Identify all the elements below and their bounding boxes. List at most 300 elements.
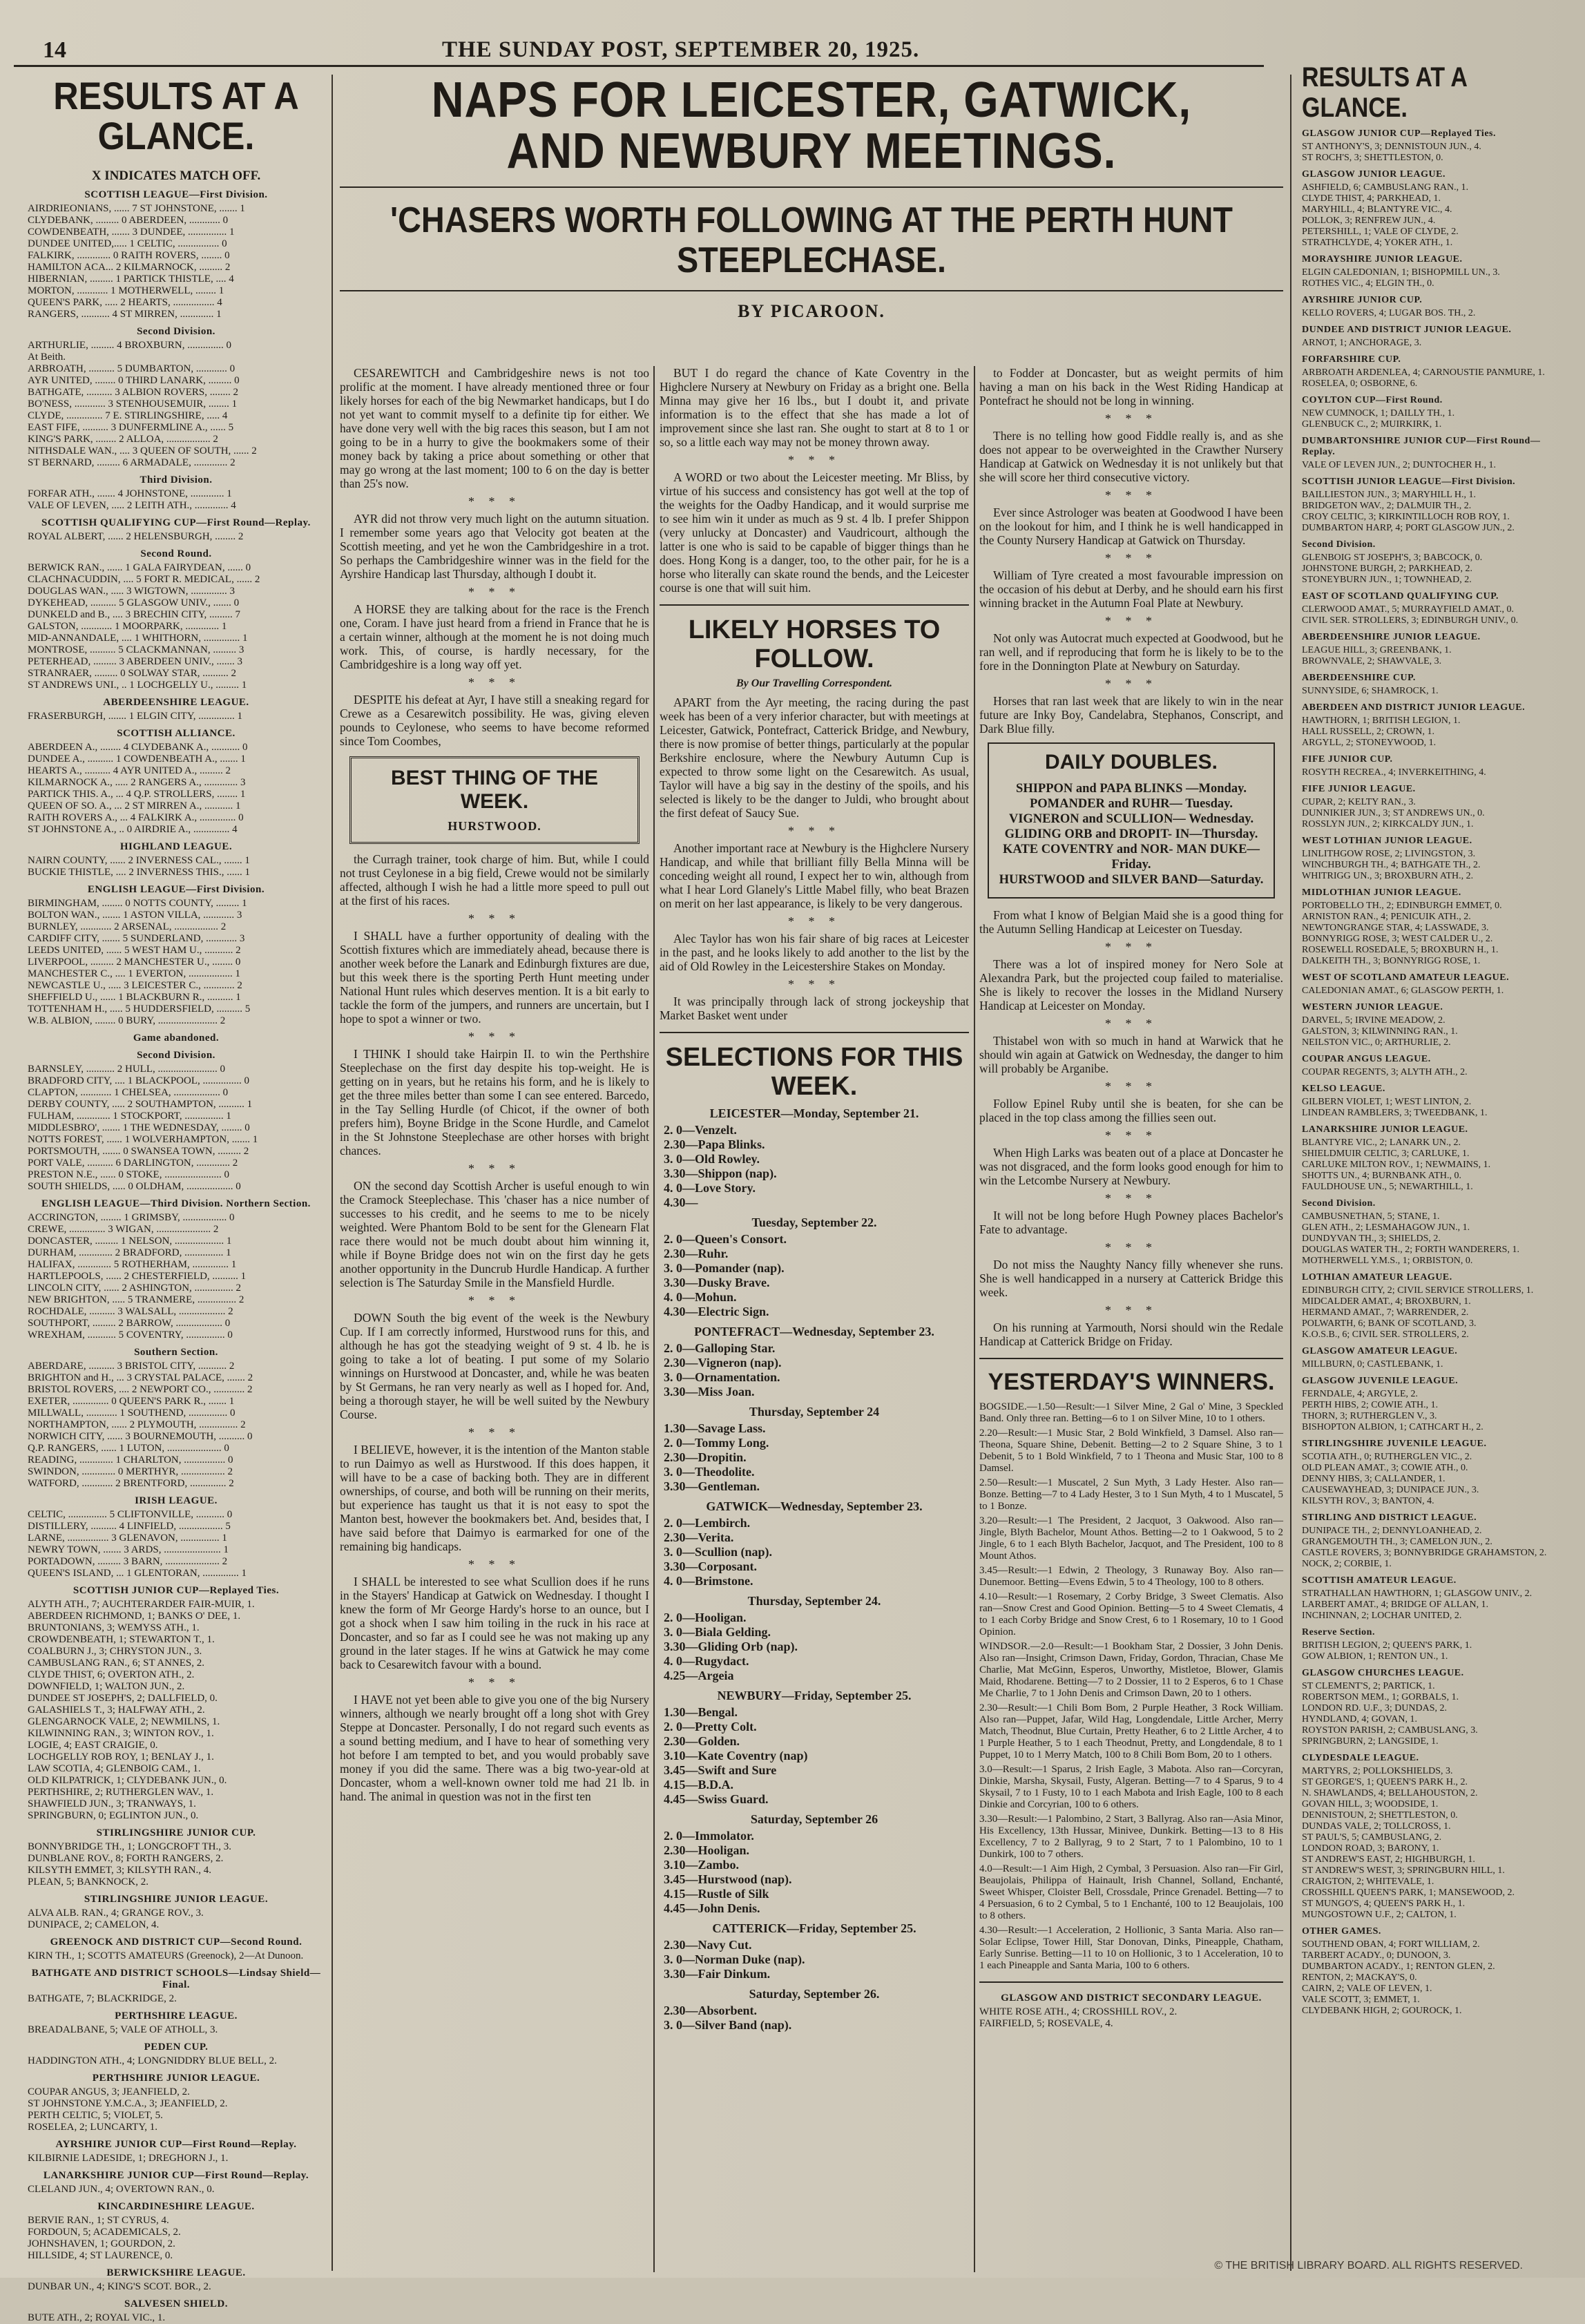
result-row: PRESTON N.E., ...... 0 STOKE, ...................... 0 [28, 1169, 229, 1180]
result-row: VALE OF LEVEN, ..... 2 LEITH ATH., ............. 4 [28, 500, 236, 511]
paragraph: I BELIEVE, however, it is the intention of the Manton stable to run Daimyo as well as Hurstwood. If this does happen, it will have to be a case of backing both. They are in different ownerships, of course, and both will be running on their merits, but experience has taught us that it is not easy to spot the Manton best, however the bookmakers bet. And, besides that, I have said before that Daimyo is earmarked for one of the remaining big handicaps. [340, 1443, 649, 1553]
paragraph: APART from the Ayr meeting, the racing during the past week has been of a very inferior character, but with meetings at Leicester, Gatwick, Pontefract, Catterick Bridge, and Newbury, there is now promise of better things, particularly at the popular Berkshire enclosure, where the Newbury Autumn Cup is expected to throw some light on the Cesarewitch. As usual, Taylor will have a big say in the destiny of the spoils, and his selected is likely to be the danger to Juldi, who brought about the first defeat of Saucy Sue. [660, 695, 969, 820]
result-row: DOWNFIELD, 1; WALTON JUN., 2. [28, 1681, 185, 1692]
result-row: SHAWFIELD JUN., 3; TRANWAYS, 1. [28, 1798, 196, 1809]
league-name: WEST LOTHIAN JUNIOR LEAGUE. [1302, 836, 1472, 846]
winners-paragraph: WINDSOR.—2.0—Result:—1 Bookham Star, 2 Dossier, 3 John Denis. Also ran—Insight, Crimson Dawn, Friday, Gordon, Thracian, Chase Me Charlie, Mat McGinn, Esperos, Unworthy, Mistletoe, Blower, Glamis Maid, Rhodarene. Betting—7 to 2 Dossier, 11 to 2 Esperos, 6 to 1 Chase Me Charlie, 7 to 1 John Denis and Crimson Dawn, 20 to 1 others. [979, 1641, 1283, 1699]
results-list-right [1302, 128, 1550, 2017]
result-row: Q.P. RANGERS, ...... 1 LUTON, ..................... 0 [28, 1443, 229, 1454]
main-headline-block [340, 75, 1283, 332]
result-row: ST ANDREW'S WEST, 3; SPRINGBURN HILL, 1. [1302, 1865, 1505, 1876]
result-row: MILLBURN, 0; CASTLEBANK, 1. [1302, 1359, 1443, 1370]
result-row: K.O.S.B., 6; CIVIL SER. STROLLERS, 2. [1302, 1329, 1469, 1340]
result-row: CLACHNACUDDIN, .... 5 FORT R. MEDICAL, ...... 2 [28, 574, 260, 585]
result-row: ABERDEEN RICHMOND, 1; BANKS O' DEE, 1. [28, 1611, 241, 1622]
league-name: ABERDEENSHIRE LEAGUE. [103, 697, 249, 708]
result-row: DUMBARTON ACADY., 1; RENTON GLEN, 2. [1302, 1961, 1495, 1972]
selection-row: 2.30—Navy Cut. [664, 1938, 752, 1952]
likely-horses-head: LIKELY HORSES TO FOLLOW. [688, 615, 941, 673]
selection-row: 2.30—Absorbent. [664, 2004, 758, 2017]
result-row: ACCRINGTON, ........ 1 GRIMSBY, ................. 0 [28, 1212, 235, 1223]
result-row: CRAIGTON, 2; WHITEVALE, 1. [1302, 1876, 1434, 1887]
selection-row: 2.30—Dropitin. [664, 1450, 747, 1464]
result-row: GILBERN VIOLET, 1; WEST LINTON, 2. [1302, 1097, 1472, 1107]
result-row: DALKEITH TH., 3; BONNYRIGG ROSE, 1. [1302, 956, 1481, 966]
result-row: GALSTON, ............ 1 MOORPARK, ............. 1 [28, 621, 227, 632]
result-row: CLYDE THIST, 6; OVERTON ATH., 2. [28, 1669, 195, 1680]
result-row: BERVIE RAN., 1; ST CYRUS, 4. [28, 2215, 169, 2226]
article-column-1 [340, 366, 649, 2272]
result-row: DUNDYVAN TH., 3; SHIELDS, 2. [1302, 1233, 1441, 1244]
result-row: DUNDEE A., .......... 1 COWDENBEATH A., ....... 1 [28, 753, 246, 765]
result-row: BUTE ATH., 2; ROYAL VIC., 1. [28, 2312, 166, 2323]
article-text [660, 366, 969, 595]
paragraph: I HAVE not yet been able to give you one of the big Nursery winners, although we nearly brought off a long shot with Grey Steppe at Doncaster. Personally, I do not regard such events as a sound betting medium, and I have to hear of something very hot before I am tempted to bet, and you would probably save money if you did the same. There was a big two-year-old at Doncaster, whom a well-known owner told me had 21 lb. in hand. The animal in question was not in the first ten [340, 1693, 649, 1803]
result-row: KELLO ROVERS, 4; LUGAR BOS. TH., 2. [1302, 308, 1476, 318]
result-row: DENNY HIBS, 3; CALLANDER, 1. [1302, 1474, 1445, 1484]
selection-row: 4.30— [664, 1195, 698, 1209]
result-row: CARDIFF CITY, ....... 5 SUNDERLAND, ............ 3 [28, 933, 245, 944]
league-name: LANARKSHIRE JUNIOR CUP—First Round—Replay. [43, 2170, 309, 2181]
likely-text [660, 695, 969, 1022]
result-row: ARNISTON RAN., 4; PENICUIK ATH., 2. [1302, 912, 1471, 922]
result-row: ARTHURLIE, ......... 4 BROXBURN, .............. 0 [28, 340, 231, 351]
column-rule [332, 75, 333, 2271]
league-name: COYLTON CUP—First Round. [1302, 395, 1443, 405]
winners-paragraph: 3.30—Result:—1 Palombino, 2 Start, 3 Ballyrag. Also ran—Asia Minor, His Excellency, 13th Hussar, Minivee, Dunkirk. Betting—13 to 8 His Excellency, 7 to 2 Ballyrag, 9 to 2 Start, 7 to 1 Palombino, 10 to 1 Dunkirk, 100 to 7 others. [979, 1814, 1283, 1860]
results-title-right: RESULTS AT A GLANCE. [1302, 62, 1467, 123]
result-row: RENTON, 2; MACKAY'S, 0. [1302, 1972, 1417, 1983]
selection-row: 3.45—Swift and Sure [664, 1763, 777, 1777]
result-row: DUNKELD and B., .... 3 BRECHIN CITY, ......... 7 [28, 609, 241, 620]
section-stars: * * * [788, 977, 840, 991]
selection-day: Saturday, September 26 [750, 1812, 878, 1826]
selection-row: 4.45—Swiss Guard. [664, 1792, 769, 1806]
result-row: BURNLEY, ............ 2 ARSENAL, ................. 2 [28, 921, 227, 932]
selection-row: 3. 0—Silver Band (nap). [664, 2018, 792, 2032]
daily-double-line: VIGNERON and SCULLION— Wednesday. [1008, 812, 1254, 826]
result-row: GALSTON, 3; KILWINNING RAN., 1. [1302, 1026, 1458, 1037]
result-row: KILSYTH ROV., 3; BANTON, 4. [1302, 1496, 1434, 1506]
winners-paragraph: 3.0—Result:—1 Sparus, 2 Irish Eagle, 3 Mabota. Also ran—Corcyran, Dinkie, Marsha, Skysail, Fusty, Algeran. Betting—7 to 4 Sparus, 9 to 4 Skysail, 7 to 1 Fusty, 10 to 1 each Mabota and Irish Eagle, 100 to 8 each Dinkie and Corcyrian, 100 to 6 others. [979, 1764, 1283, 1810]
result-row: RAITH ROVERS A., ... 4 FALKIRK A., .............. 0 [28, 812, 244, 823]
likely-byline: By Our Travelling Correspondent. [736, 678, 893, 689]
result-row: BARNSLEY, ........... 2 HULL, ....................... 0 [28, 1064, 225, 1075]
result-row: NEWRY TOWN, ....... 3 ARDS, ...................... 1 [28, 1544, 229, 1555]
divider [340, 186, 1283, 188]
result-row: ARBROATH, .......... 5 DUMBARTON, ............ 0 [28, 363, 236, 374]
section-stars: * * * [1105, 1191, 1157, 1205]
league-name: BERWICKSHIRE LEAGUE. [106, 2267, 246, 2278]
yesterdays-winners-list [979, 1401, 1283, 1972]
paragraph: AYR did not throw very much light on the autumn situation. I remember some years ago that Velocity got beaten at the Scottish meeting, and yet he won the Cambridgeshire in a trot. So perhaps the Cambridgeshire winner was in the field for the Ayrshire Handicap last Thursday, although I doubt it. [340, 512, 649, 581]
article-text [979, 366, 1283, 736]
league-name: KINCARDINESHIRE LEAGUE. [97, 2201, 255, 2212]
result-row: DISTILLERY, .......... 4 LINFIELD, ................. 5 [28, 1521, 231, 1532]
daily-doubles-title: DAILY DOUBLES. [1044, 751, 1218, 774]
winners-paragraph: 4.30—Result:—1 Acceleration, 2 Hollionic, 3 Santa Maria. Also ran—Solar Eclipse, Tower Hill, Star Donovan, Dinks, Pineapple, Chatham, Early Sunrise. Betting—11 to 10 on Hollionic, 3 to 1 Acceleration, 10 to 1 each Pineapple and Santa Maria, 100 to 6 others. [979, 1925, 1283, 1971]
daily-double-line: POMANDER and RUHR— Tuesday. [1029, 797, 1233, 811]
result-row: HALL RUSSELL, 2; CROWN, 1. [1302, 727, 1434, 737]
league-name: SCOTTISH QUALIFYING CUP—First Round—Replay. [41, 517, 311, 528]
result-row: VALE OF LEVEN JUN., 2; DUNTOCHER H., 1. [1302, 460, 1497, 470]
result-row: MIDCALDER AMAT., 4; BROXBURN, 1. [1302, 1296, 1471, 1307]
article-column-2 [660, 366, 969, 2272]
result-row: SHOTTS UN., 4; BURNBANK ATH., 0. [1302, 1171, 1462, 1181]
result-row: HAMILTON ACA... 2 KILMARNOCK, ......... 2 [28, 262, 231, 273]
section-stars: * * * [468, 1675, 521, 1689]
paragraph: From what I know of Belgian Maid she is a good thing for the Autumn Selling Handicap at Leicester on Tuesday. [979, 908, 1283, 936]
league-name: WEST OF SCOTLAND AMATEUR LEAGUE. [1302, 972, 1510, 983]
copyright-notice: © THE BRITISH LIBRARY BOARD. ALL RIGHTS RESERVED. [1214, 2260, 1523, 2272]
result-row: BRISTOL ROVERS, .... 2 NEWPORT CO., ............ 2 [28, 1384, 253, 1395]
result-row: AIRDRIEONIANS, ...... 7 ST JOHNSTONE, ....... 1 [28, 203, 245, 214]
section-stars: * * * [468, 585, 521, 599]
result-row: LINDEAN RAMBLERS, 3; TWEEDBANK, 1. [1302, 1108, 1488, 1118]
selection-day: GATWICK—Wednesday, September 23. [706, 1499, 923, 1513]
result-row: DONCASTER, ......... 1 NELSON, ................... 1 [28, 1236, 232, 1247]
selection-row: 4.30—Electric Sign. [664, 1305, 769, 1318]
result-row: WATFORD, ............ 2 BRENTFORD, .............. 2 [28, 1478, 234, 1489]
result-row: LARNE, ................ 3 GLENAVON, ............... 1 [28, 1533, 227, 1544]
result-row: PORT VALE, .......... 6 DARLINGTON, ............. 2 [28, 1158, 238, 1169]
selection-row: 4. 0—Mohun. [664, 1290, 737, 1304]
league-name: SCOTTISH JUNIOR CUP—Replayed Ties. [73, 1585, 280, 1596]
result-row: THORN, 3; RUTHERGLEN V., 3. [1302, 1411, 1437, 1421]
result-row: LARBERT AMAT., 4; BRIDGE OF ALLAN, 1. [1302, 1600, 1489, 1610]
section-stars: * * * [1105, 1079, 1157, 1093]
league-name: GLASGOW AMATEUR LEAGUE. [1302, 1346, 1458, 1356]
selection-row: 3.30—Corposant. [664, 1559, 758, 1573]
divider [660, 604, 969, 606]
league-name: SCOTTISH ALLIANCE. [117, 728, 236, 739]
selection-row: 2. 0—Queen's Consort. [664, 1232, 787, 1246]
result-row: QUEEN'S ISLAND, ... 1 GLENTORAN, .............. 1 [28, 1568, 247, 1579]
result-row: ROSSLYN JUN., 2; KIRKCALDY JUN., 1. [1302, 819, 1474, 829]
result-row: RANGERS, ........... 4 ST MIRREN, ............. 1 [28, 309, 222, 320]
paragraph: Thistabel won with so much in hand at Warwick that he should win again at Gatwick on Wednesday, the danger to him will probably be Arganibe. [979, 1034, 1283, 1075]
result-row: COUPAR ANGUS, 3; JEANFIELD, 2. [28, 2086, 190, 2097]
result-row: BOLTON WAN., ....... 1 ASTON VILLA, ............ 3 [28, 910, 242, 921]
selection-row: 4. 0—Brimstone. [664, 1574, 753, 1588]
result-row: ROBERTSON MEM., 1; GORBALS, 1. [1302, 1692, 1459, 1702]
result-row: EDINBURGH CITY, 2; CIVIL SERVICE STROLLERS, 1. [1302, 1285, 1534, 1296]
result-row: WINCHBURGH TH., 4; BATHGATE TH., 2. [1302, 860, 1481, 870]
result-row: MILLWALL, ............ 1 SOUTHEND, ............... 0 [28, 1408, 236, 1419]
selection-row: 4. 0—Rugydact. [664, 1654, 749, 1668]
result-row: SPRINGBURN, 2; LANGSIDE, 1. [1302, 1736, 1439, 1747]
league-name: Southern Section. [134, 1347, 218, 1358]
result-row: DUNDEE ST JOSEPH'S, 2; DALLFIELD, 0. [28, 1693, 218, 1704]
selection-row: 3.30—Dusky Brave. [664, 1276, 770, 1289]
section-stars: * * * [1105, 940, 1157, 954]
result-row: BONNYRIGG ROSE, 3; WEST CALDER U., 2. [1302, 934, 1493, 944]
result-row: KILBIRNIE LADESIDE, 1; DREGHORN J., 1. [28, 2153, 229, 2164]
result-row: DUNNIKIER JUN., 3; ST ANDREWS UN., 0. [1302, 808, 1485, 818]
divider [979, 1358, 1283, 1359]
result-row: MARTYRS, 2; POLLOKSHIELDS, 3. [1302, 1766, 1453, 1776]
result-row: LINCOLN CITY, ...... 2 ASHINGTON, ............... 2 [28, 1283, 242, 1294]
result-row: CLYDEBANK HIGH, 2; GOUROCK, 1. [1302, 2006, 1462, 2016]
result-row: COALBURN J., 3; CHRYSTON JUN., 3. [28, 1646, 202, 1657]
league-name: GLASGOW JUNIOR CUP—Replayed Ties. [1302, 128, 1496, 139]
selection-day: Tuesday, September 22. [751, 1216, 877, 1229]
winners-paragraph: 3.20—Result:—1 The President, 2 Jacquot, 3 Oakwood. Also ran—Jingle, Blyth Bachelor, Mount Athos. Betting—2 to 1 Oakwood, 5 to 2 Jingle, 6 to 1 each Blyth Bachelor, Jacquot, and The President, 100 to 8 Mount Athos. [979, 1515, 1283, 1562]
paragraph: Horses that ran last week that are likely to win in the near future are Inky Boy, Candelabra, Stephanos, Conscript, and Dark Blue filly. [979, 694, 1283, 736]
paragraph: CESAREWITCH and Cambridgeshire news is not too prolific at the moment. I have already mentioned three or four likely horses for each of the big Newmarket handicaps, but I do not yet want to commit myself to a definite tip for either. We have done very well with the big races this season, but I am not going to be in a hurry to give the bookmakers some of their money back by taking a price about something or other that may go wrong at the last moment; 100 to 6 on the day is better than 25's now. [340, 366, 649, 490]
result-row: PLEAN, 5; BANKNOCK, 2. [28, 1876, 149, 1888]
result-row: DARVEL, 5; IRVINE MEADOW, 2. [1302, 1015, 1445, 1026]
selection-row: 2.30—Hooligan. [664, 1843, 750, 1857]
result-row: OLD KILPATRICK, 1; CLYDEBANK JUN., 0. [28, 1775, 227, 1786]
league-name: Second Round. [140, 548, 212, 559]
league-head: GLASGOW AND DISTRICT SECONDARY LEAGUE. [1001, 1992, 1262, 2004]
selection-row: 3.45—Hurstwood (nap). [664, 1872, 792, 1886]
result-row: FORFAR ATH., ....... 4 JOHNSTONE, ............. 1 [28, 488, 232, 499]
best-thing-box [349, 756, 640, 844]
divider [340, 290, 1283, 291]
result-row: ROTHES VIC., 4; ELGIN TH., 0. [1302, 278, 1434, 289]
league-name: DUNDEE AND DISTRICT JUNIOR LEAGUE. [1302, 325, 1512, 335]
result-row: ST ANDREWS UNI., .. 1 LOCHGELLY U., ......... 1 [28, 680, 247, 691]
selection-row: 3. 0—Pomander (nap). [664, 1261, 785, 1275]
selection-day: PONTEFRACT—Wednesday, September 23. [694, 1325, 934, 1338]
result-row: KILMARNOCK A., ..... 2 RANGERS A., ............. 3 [28, 777, 246, 788]
daily-doubles-box [988, 742, 1275, 899]
result-row: JOHNSHAVEN, 1; GOURDON, 2. [28, 2238, 175, 2249]
result-row: ST GEORGE'S, 1; QUEEN'S PARK H., 2. [1302, 1777, 1468, 1787]
result-row: LIVERPOOL, ......... 2 MANCHESTER U., ........ 0 [28, 957, 241, 968]
daily-double-line: SHIPPON and PAPA BLINKS —Monday. [1016, 782, 1247, 796]
result-row: FAULDHOUSE UN., 5; NEWARTHILL, 1. [1302, 1182, 1473, 1192]
result-row: NITHSDALE WAN., .... 3 QUEEN OF SOUTH, ...... 2 [28, 445, 257, 457]
result-row: CALEDONIAN AMAT., 6; GLASGOW PERTH, 1. [1302, 986, 1504, 996]
result-row: CROWDENBEATH, 1; STEWARTON T., 1. [28, 1634, 215, 1645]
league-name: GLASGOW JUVENILE LEAGUE. [1302, 1376, 1459, 1386]
result-row: BIRMINGHAM, ........ 0 NOTTS COUNTY, ......... 1 [28, 898, 247, 909]
result-row: GLENBOIG ST JOSEPH'S, 3; BABCOCK, 0. [1302, 553, 1483, 563]
result-row: ST ROCH'S, 3; SHETTLESTON, 0. [1302, 153, 1443, 163]
winners-paragraph: 2.30—Result:—1 Chili Bom Bom, 2 Purple Heather, 3 Rock William. Also ran—Puppet, Jafar, Wild Hag, Longdendale, Little Archer, Merry Match, Theodnut, Blue Curtain, Pretty Heather, 6 to 2 Little Archer, 4 to 1 Purple Heather, 5 to 1 each Theodnut, Pretty, and Longdendale, 8 to 1 Puppet, 10 to 1 Merry Match, 100 to 8 Chili Bom Bom, 20 to 1 others. [979, 1702, 1283, 1760]
section-stars: * * * [1105, 1303, 1157, 1317]
selection-row: 3. 0—Ornamentation. [664, 1370, 780, 1384]
result-row: ST JOHNSTONE A., .. 0 AIRDRIE A., .............. 4 [28, 824, 238, 835]
section-stars: * * * [468, 1557, 521, 1571]
result-row: DUNBLANE ROV., 8; FORTH RANGERS, 2. [28, 1853, 224, 1864]
result-row: MOTHERWELL Y.M.S., 1; ORBISTON, 0. [1302, 1256, 1473, 1266]
selections-list [660, 1106, 969, 2033]
selection-row: 4.15—Rustle of Silk [664, 1887, 769, 1901]
result-row: LONDON RD. U.F., 3; DUNDAS, 2. [1302, 1703, 1448, 1713]
result-row: FORDOUN, 5; ACADEMICALS, 2. [28, 2227, 181, 2238]
result-row: OLD PLEAN AMAT., 3; COWIE ATH., 0. [1302, 1463, 1468, 1473]
result-row: CUPAR, 2; KELTY RAN., 3. [1302, 797, 1416, 807]
league-name: OTHER GAMES. [1302, 1926, 1381, 1937]
league-name: ABERDEENSHIRE JUNIOR LEAGUE. [1302, 632, 1481, 642]
result-row: DUNDAS VALE, 2; TOLLCROSS, 1. [1302, 1821, 1451, 1832]
result-row: CELTIC, ............... 5 CLIFTONVILLE, ........... 0 [28, 1509, 233, 1520]
result-row: CLERWOOD AMAT., 5; MURRAYFIELD AMAT., 0. [1302, 604, 1514, 615]
selection-row: 2.30—Vigneron (nap). [664, 1356, 782, 1370]
result-row: DUNIPACE, 2; CAMELON, 4. [28, 1919, 160, 1930]
result-row: FAIRFIELD, 5; ROSEVALE, 4. [979, 2018, 1113, 2029]
result-row: CLYDE THIST, 4; PARKHEAD, 1. [1302, 193, 1441, 204]
section-stars: * * * [1105, 1017, 1157, 1030]
selection-row: 2. 0—Tommy Long. [664, 1436, 769, 1450]
selection-row: 4.25—Argeia [664, 1669, 734, 1682]
selection-day: Thursday, September 24. [747, 1594, 881, 1608]
league-name: MORAYSHIRE JUNIOR LEAGUE. [1302, 254, 1463, 265]
selection-row: 3.30—Shippon (nap). [664, 1166, 777, 1180]
results-column-right [1302, 62, 1550, 2272]
selection-day: Saturday, September 26. [749, 1987, 880, 2001]
result-row: ROYSTON PARISH, 2; CAMBUSLANG, 3. [1302, 1725, 1478, 1736]
result-row: SUNNYSIDE, 6; SHAMROCK, 1. [1302, 686, 1439, 696]
result-row: NORTHAMPTON, ...... 2 PLYMOUTH, ............... 2 [28, 1419, 246, 1430]
winners-paragraph: BOGSIDE.—1.50—Result:—1 Silver Mine, 2 Gal o' Mine, 3 Speckled Band. Only three ran. Betting—6 to 1 on Silver Mine, 10 to 1 others. [979, 1401, 1283, 1424]
selection-row: 2. 0—Venzelt. [664, 1123, 737, 1137]
result-row: MID-ANNANDALE, .... 1 WHITHORN, .............. 1 [28, 633, 248, 644]
selection-row: 3. 0—Scullion (nap). [664, 1545, 773, 1559]
result-row: CLYDEBANK, ......... 0 ABERDEEN, ............ 0 [28, 215, 229, 226]
league-name: GLASGOW JUNIOR LEAGUE. [1302, 169, 1445, 180]
result-row: BAILLIESTON JUN., 3; MARYHILL H., 1. [1302, 490, 1476, 500]
league-name: PEDEN CUP. [144, 2042, 209, 2053]
result-row: ST MUNGO'S, 4; QUEEN'S PARK H., 1. [1302, 1899, 1466, 1909]
selection-row: 2.30—Papa Blinks. [664, 1137, 765, 1151]
selection-row: 3. 0—Biala Gelding. [664, 1625, 771, 1639]
selection-row: 1.30—Savage Lass. [664, 1421, 766, 1435]
result-row: BRADFORD CITY, .... 1 BLACKPOOL, ............... 0 [28, 1075, 250, 1086]
result-row: CASTLE ROVERS, 3; BONNYBRIDGE GRAHAMSTON, 2. [1302, 1548, 1547, 1558]
paragraph: Follow Epinel Ruby until she is beaten, for she can be placed in the top class among the fillies seen out. [979, 1097, 1283, 1124]
result-row: JOHNSTONE BURGH, 2; PARKHEAD, 2. [1302, 564, 1472, 574]
winners-paragraph: 3.45—Result:—1 Edwin, 2 Theology, 3 Runaway Boy. Also ran—Dunemoor. Betting—Evens Edwin, 5 to 4 Theology, 100 to 8 others. [979, 1565, 1283, 1588]
winners-paragraph: 4.0—Result:—1 Aim High, 2 Cymbal, 3 Persuasion. Also ran—Fir Girl, Beaujolais, Philippa of Hainault, Irish Channel, Solland, Enchanté, Sweet Whisper, Cloister Bell, Crossdale, Prince Grenadel. Betting—7 to 4 Persuasion, 6 to 2 Cymbal, 5 to 1 Enchanté, 100 to 12 Beaujolais, 100 to 8 others. [979, 1863, 1283, 1921]
paragraph: Another important race at Newbury is the Highclere Nursery Handicap, and while that brilliant filly Bella Minna will be conceding weight all round, I expect her to win, although from what I hear Lord Glanely's Little Mabel filly, who beat Brazen on merit on her last appearance, is likely to be very dangerous. [660, 841, 969, 910]
article-text [340, 852, 649, 1803]
result-row: BONNYBRIDGE TH., 1; LONGCROFT TH., 3. [28, 1841, 232, 1852]
league-name: Reserve Section. [1302, 1627, 1375, 1638]
result-row: NORWICH CITY, ...... 3 BOURNEMOUTH, .......... 0 [28, 1431, 253, 1442]
result-row: STRATHALLAN HAWTHORN, 1; GLASGOW UNIV., 2. [1302, 1588, 1533, 1599]
result-row: STONEYBURN JUN., 1; TOWNHEAD, 2. [1302, 575, 1472, 585]
league-results [979, 2006, 1283, 2030]
league-name: KELSO LEAGUE. [1302, 1084, 1385, 1094]
league-name: Second Division. [137, 1050, 215, 1061]
result-row: BERWICK RAN., ...... 1 GALA FAIRYDEAN, ...... 0 [28, 562, 251, 573]
paragraph: I THINK I should take Hairpin II. to win the Perthshire Steeplechase on the first day despite his top-weight. He is getting on in years, but he retains his form, and he is likely to get the three miles better than some I can see entered. Barcedo, in the Tay Selling Hurdle (of Chicot, if the owner of both prefers him), Boyne Bridge in the Scone Hurdle, and Camelot in the St Johnstone Steeplechase are other horses with bright chances. [340, 1047, 649, 1158]
section-stars: * * * [1105, 412, 1157, 425]
selection-row: 2. 0—Galloping Star. [664, 1341, 776, 1355]
result-row: DOUGLAS WAN., ..... 3 WIGTOWN, .............. 3 [28, 586, 235, 597]
paragraph: A WORD or two about the Leicester meeting. Mr Bliss, by virtue of his success and consistency has got well at the top of the weights for the Oadby Handicap, and it would surprise me to see him win it under as much as 9 st. 4 lb. I prefer Shippon (very unlucky at Doncaster) and Vaudricourt, although the latter is one who is said to be capable of bigger things than he does. Hong Kong is a danger, too, to the other pair, for he is a horse who literally can skate round the bends, and the Leicester course is one that will suit him. [660, 470, 969, 595]
result-row: PETERHEAD, ......... 3 ABERDEEN UNIV., ....... 3 [28, 656, 242, 667]
results-title: RESULTS AT A GLANCE. [53, 74, 299, 157]
result-row: HYNDLAND, 4; GOVAN, 1. [1302, 1714, 1417, 1725]
column-rule [974, 366, 975, 2272]
daily-double-line: KATE COVENTRY and NOR- MAN DUKE—Friday. [1003, 843, 1260, 872]
section-stars: * * * [1105, 1129, 1157, 1142]
result-row: SHEFFIELD U., ...... 1 BLACKBURN R., .......... 1 [28, 992, 241, 1003]
league-name: MIDLOTHIAN JUNIOR LEAGUE. [1302, 887, 1461, 898]
result-row: DERBY COUNTY, ..... 2 SOUTHAMPTON, .......... 1 [28, 1099, 253, 1110]
paragraph: ON the second day Scottish Archer is useful enough to win the Cramock Steeplechase. This 'chaser has a nice number of successes to his credit, and he seems to me to be nicely weighted. Were Phantom Bold to be sent for the Glenearn Flat race there would not be much doubt about him winning it, while if Boyne Bridge does not win on the first day he gets another opportunity in the Duncrub Hurdle Handicap. A further selection is The Saturday Smile in the Mansfield Hurdle. [340, 1179, 649, 1289]
result-row: LAW SCOTIA, 4; GLENBOIG CAM., 1. [28, 1763, 201, 1774]
section-stars: * * * [468, 1162, 521, 1175]
result-row: PETERSHILL, 1; VALE OF CLYDE, 2. [1302, 227, 1459, 237]
result-row: NOCK, 2; CORBIE, 1. [1302, 1559, 1392, 1569]
result-row: EXETER, .............. 0 QUEEN'S PARK R., ....... 1 [28, 1396, 235, 1407]
result-row: POLWARTH, 6; BANK OF SCOTLAND, 3. [1302, 1318, 1477, 1329]
result-row: SOUTHPORT, ......... 2 BARROW, .................. 0 [28, 1318, 231, 1329]
result-row: BATHGATE, .......... 3 ALBION ROVERS, ........ 2 [28, 387, 239, 398]
result-row: POLLOK, 3; RENFREW JUN., 4. [1302, 215, 1436, 226]
selections-head: SELECTIONS FOR THIS WEEK. [665, 1043, 963, 1101]
result-row: MIDDLESBRO', ....... 1 THE WEDNESDAY, ........ 0 [28, 1122, 250, 1133]
section-stars: * * * [1105, 614, 1157, 628]
result-row: CIVIL SER. STROLLERS, 3; EDINBURGH UNIV., 0. [1302, 615, 1519, 626]
paragraph: When High Larks was beaten out of a place at Doncaster he was not disgraced, and the form looks good enough for him to win the Letcombe Nursery at Newbury. [979, 1146, 1283, 1187]
result-row: LONDON ROAD, 3; BARONY, 1. [1302, 1843, 1439, 1854]
result-row: HILLSIDE, 4; ST LAURENCE, 0. [28, 2250, 173, 2261]
section-stars: * * * [468, 1030, 521, 1044]
result-row: ROCHDALE, .......... 3 WALSALL, .................. 2 [28, 1306, 233, 1317]
paragraph: It was principally through lack of strong jockeyship that Market Basket went under [660, 995, 969, 1022]
result-row: ALVA ALB. RAN., 4; GRANGE ROV., 3. [28, 1908, 204, 1919]
paragraph: DESPITE his defeat at Ayr, I have still a sneaking regard for Crewe as a Cesarewitch possibility. He was, giving eleven pounds to Ceylonese, who seems to have become reformed since Tom Coombes, [340, 693, 649, 748]
paragraph: William of Tyre created a most favourable impression on the occasion of his debut at Derby, and he should earn his first winning bracket in the Autumn Foal Plate at Newbury. [979, 568, 1283, 610]
section-stars: * * * [1105, 488, 1157, 502]
paragraph: There is no telling how good Fiddle really is, and as she does not appear to be overweighted in the Crawther Nursery Handicap at Gatwick on Wednesday it is not unlikely but that she will score her third consecutive victory. [979, 429, 1283, 484]
section-stars: * * * [788, 453, 840, 467]
result-row: N. SHAWLANDS, 4; BELLAHOUSTON, 2. [1302, 1788, 1478, 1798]
section-stars: * * * [788, 914, 840, 928]
result-row: ST ANDREW'S EAST, 2; HIGHBURGH, 1. [1302, 1854, 1475, 1865]
result-row: MUNGOSTOWN U.F., 2; CALTON, 1. [1302, 1910, 1457, 1920]
divider [660, 1032, 969, 1033]
result-row: BRIDGETON WAV., 2; DALMUIR TH., 2. [1302, 501, 1472, 511]
league-name: ABERDEEN AND DISTRICT JUNIOR LEAGUE. [1302, 702, 1526, 713]
result-row: WHITRIGG UN., 3; BROXBURN ATH., 2. [1302, 871, 1474, 881]
selection-day: NEWBURY—Friday, September 25. [717, 1689, 912, 1702]
result-row: TOTTENHAM H., ..... 5 HUDDERSFIELD, .......... 5 [28, 1003, 251, 1015]
result-row: ABERDEEN A., ........ 4 CLYDEBANK A., ........... 0 [28, 742, 248, 753]
section-stars: * * * [788, 824, 840, 838]
article-column-3 [979, 366, 1283, 2272]
daily-doubles-list [996, 781, 1267, 887]
selection-row: 4.15—B.D.A. [664, 1778, 734, 1792]
result-row: ST ANTHONY'S, 3; DENNISTOUN JUN., 4. [1302, 142, 1481, 152]
column-rule [1290, 75, 1291, 2271]
result-row: GLENGARNOCK VALE, 2; NEWMILNS, 1. [28, 1716, 220, 1727]
league-name: SCOTTISH JUNIOR LEAGUE—First Division. [1302, 477, 1516, 487]
result-row: W.B. ALBION, ........ 0 BURY, ....................... 2 [28, 1015, 226, 1026]
result-row: SOUTHEND OBAN, 4; FORT WILLIAM, 2. [1302, 1939, 1480, 1950]
result-row: HADDINGTON ATH., 4; LONGNIDDRY BLUE BELL, 2. [28, 2055, 277, 2066]
result-row: DUNBAR UN., 4; KING'S SCOT. BOR., 2. [28, 2281, 211, 2292]
league-name: PERTHSHIRE LEAGUE. [115, 2010, 238, 2022]
result-row: NEW BRIGHTON, ..... 5 TRANMERE, ............... 2 [28, 1294, 244, 1305]
league-name: ENGLISH LEAGUE—Third Division. Northern Section. [41, 1198, 311, 1209]
result-row: ARNOT, 1; ANCHORAGE, 3. [1302, 338, 1422, 348]
league-name: Third Division. [140, 474, 213, 486]
league-name: FORFARSHIRE CUP. [1302, 354, 1401, 365]
selection-row: 2. 0—Lembirch. [664, 1516, 751, 1530]
league-name: STIRLINGSHIRE JUVENILE LEAGUE. [1302, 1439, 1487, 1449]
result-row: CROY CELTIC, 3; KIRKINTILLOCH ROB ROY, 1. [1302, 512, 1510, 522]
selection-row: 3.30—Gliding Orb (nap). [664, 1640, 798, 1653]
